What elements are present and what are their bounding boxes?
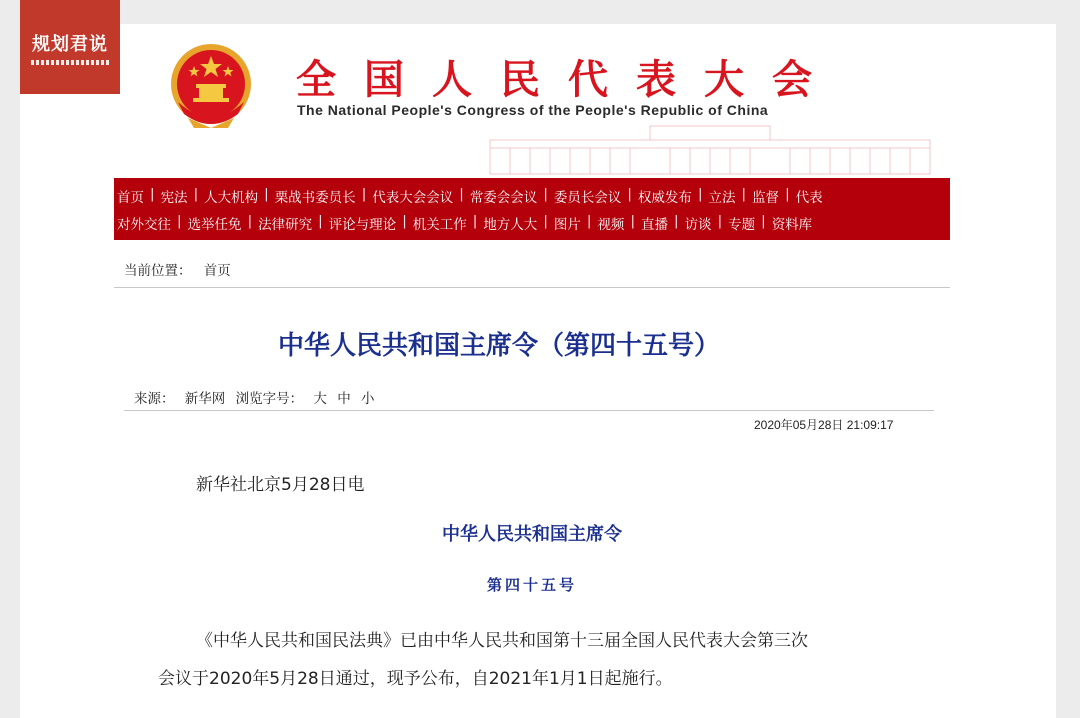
nav-separator: | <box>717 213 723 229</box>
nav-item[interactable]: 图片 <box>553 217 581 233</box>
publish-datetime: 2020年05月28日 21:09:17 <box>754 418 894 432</box>
nav-row-secondary <box>117 213 812 233</box>
nav-item[interactable]: 代表 <box>795 190 823 206</box>
nav-separator: | <box>543 213 548 229</box>
nav-separator: | <box>177 213 182 229</box>
nav-separator: | <box>402 213 407 229</box>
article-meta <box>134 387 380 407</box>
nav-item[interactable]: 权威发布 <box>637 190 692 206</box>
nav-separator: | <box>361 186 367 202</box>
breadcrumb <box>124 259 231 279</box>
nav-separator: | <box>459 186 464 202</box>
nav-separator: | <box>318 213 323 229</box>
watermark-badge <box>20 0 120 94</box>
nav-item[interactable]: 视频 <box>597 217 625 233</box>
nav-item[interactable]: 委员长会议 <box>553 190 622 206</box>
nav-separator: | <box>264 186 269 202</box>
nav-item[interactable]: 栗战书委员长 <box>274 190 356 206</box>
watermark-title: 规划君说 <box>32 33 108 55</box>
fontsize-label: 浏览字号： <box>235 391 304 407</box>
nav-item[interactable]: 宪法 <box>160 190 188 206</box>
nav-item[interactable]: 访谈 <box>684 217 712 233</box>
nav-item[interactable]: 立法 <box>708 190 736 206</box>
watermark-stripe <box>31 60 109 65</box>
source-value: 新华网 <box>184 391 226 407</box>
divider <box>114 287 950 288</box>
article-paragraph: 《中华人民共和国民法典》已由中华人民共和国第十三届全国人民代表大会第三次 <box>196 631 808 651</box>
nav-separator: | <box>697 186 703 202</box>
great-hall-illustration <box>470 118 950 176</box>
nav-item[interactable]: 人大机构 <box>204 190 259 206</box>
nav-separator: | <box>150 186 155 202</box>
fontsize-medium-button[interactable]: 中 <box>337 391 351 407</box>
order-number: 第四十五号 <box>486 576 577 594</box>
nav-item[interactable]: 专题 <box>728 217 756 233</box>
nav-separator: | <box>627 186 632 202</box>
nav-item[interactable]: 直播 <box>641 217 668 233</box>
nav-item[interactable]: 代表大会会议 <box>372 190 454 206</box>
nav-separator: | <box>586 213 592 229</box>
nav-item[interactable]: 地方人大 <box>483 217 538 233</box>
nav-item[interactable]: 评论与理论 <box>328 217 397 233</box>
nav-item[interactable]: 常委会会议 <box>469 190 538 206</box>
nav-separator: | <box>741 186 747 202</box>
nav-row-primary <box>117 186 823 206</box>
order-title: 中华人民共和国主席令 <box>442 524 622 545</box>
breadcrumb-home-link[interactable]: 首页 <box>203 263 231 279</box>
source-label: 来源： <box>134 391 175 407</box>
site-subtitle: The National People's Congress of the People's Republic of China <box>297 102 769 118</box>
nav-item[interactable]: 选举任免 <box>187 217 242 233</box>
nav-separator: | <box>630 213 635 229</box>
nav-separator: | <box>543 186 548 202</box>
nav-separator: | <box>193 186 199 202</box>
nav-separator: | <box>674 213 679 229</box>
nav-item[interactable]: 首页 <box>117 190 144 206</box>
breadcrumb-label: 当前位置： <box>124 263 192 279</box>
article-title: 中华人民共和国主席令（第四十五号） <box>277 331 720 361</box>
nav-item[interactable]: 机关工作 <box>412 217 467 233</box>
nav-item[interactable]: 监督 <box>752 190 780 206</box>
article-paragraph: 会议于2020年5月28日通过，现予公布，自2021年1月1日起施行。 <box>158 669 673 689</box>
nav-item[interactable]: 对外交往 <box>117 217 171 233</box>
nav-item[interactable]: 法律研究 <box>258 217 313 233</box>
divider <box>124 410 934 411</box>
nav-separator: | <box>761 213 766 229</box>
main-nav <box>114 178 950 240</box>
article-dateline: 新华社北京5月28日电 <box>196 475 365 495</box>
fontsize-large-button[interactable]: 大 <box>313 391 327 407</box>
fontsize-small-button[interactable]: 小 <box>360 391 375 407</box>
nav-separator: | <box>472 213 478 229</box>
national-emblem-icon <box>168 42 254 132</box>
nav-item[interactable]: 资料库 <box>771 217 813 233</box>
nav-separator: | <box>785 186 790 202</box>
site-title: 全国人民代表大会 <box>296 57 840 103</box>
nav-separator: | <box>247 213 253 229</box>
